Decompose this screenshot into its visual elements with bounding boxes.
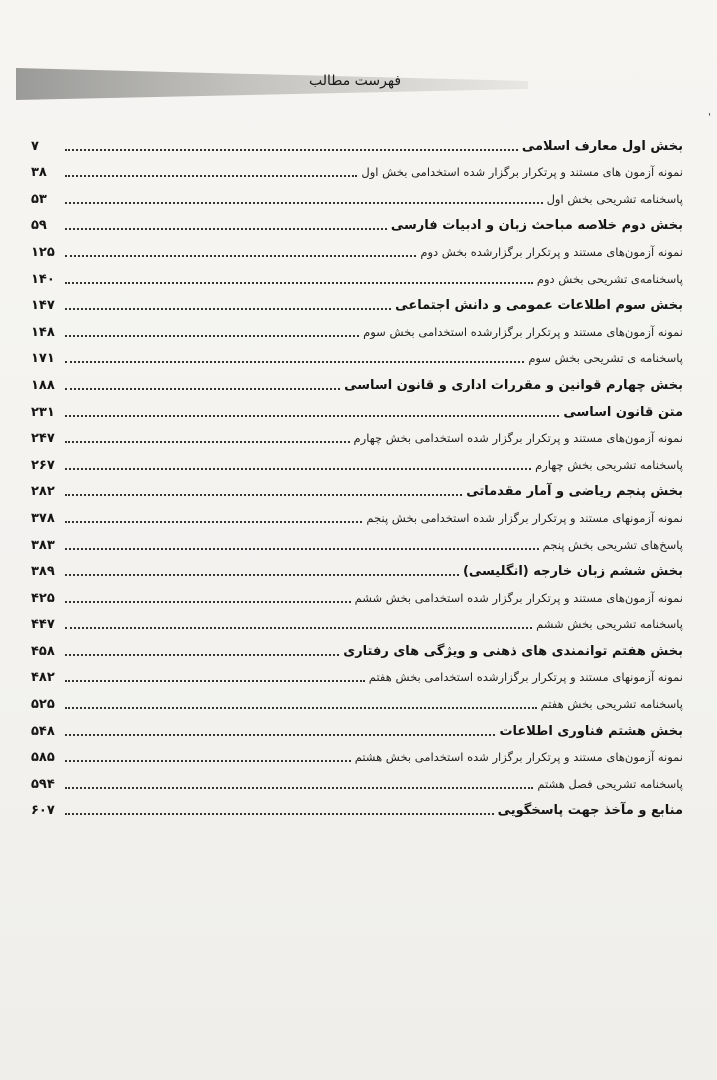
toc-entry[interactable] (31, 715, 683, 742)
toc-dot-leader (65, 388, 340, 390)
toc-entry[interactable] (31, 263, 683, 290)
toc-entry-title: بخش سوم اطلاعات عمومی و دانش اجتماعی (395, 298, 683, 314)
toc-entry[interactable] (31, 130, 683, 157)
toc-entry-title: نمونه آزمون‌های مستند و پرتکرار برگزار شده استخدامی بخش هشتم (354, 750, 683, 765)
toc-dot-leader (65, 574, 459, 576)
toc-entry-title: پاسخنامه تشریحی بخش اول (546, 191, 683, 206)
toc-entry[interactable] (31, 423, 683, 450)
toc-dot-leader (65, 361, 524, 363)
toc-entry-page-number: ۵۹ (31, 218, 47, 234)
toc-entry-title: منابع و مآخذ جهت پاسخگویی (497, 803, 683, 819)
toc-entry-page-number: ۳۸۳ (31, 537, 55, 553)
toc-dot-leader (65, 521, 362, 523)
toc-dot-leader (65, 228, 387, 230)
toc-entry-page-number: ۲۸۲ (31, 484, 55, 500)
toc-entry-page-number: ۵۴۸ (31, 723, 55, 739)
toc-entry-page-number: ۵۹۴ (31, 776, 55, 792)
toc-entry[interactable] (31, 369, 683, 396)
toc-entry-page-number: ۴۵۸ (31, 643, 55, 659)
toc-entry[interactable] (31, 316, 683, 343)
toc-entry-title: بخش چهارم قوانین و مقررات اداری و قانون اساسی (344, 377, 683, 393)
toc-entry-title: بخش اول معارف اسلامی (521, 138, 683, 154)
toc-dot-leader (65, 601, 351, 603)
toc-entry[interactable] (31, 476, 683, 503)
toc-entry-page-number: ۳۷۸ (31, 510, 55, 526)
toc-entry[interactable] (31, 502, 683, 529)
toc-dot-leader (65, 654, 339, 656)
toc-entry-page-number: ۴۲۵ (31, 590, 55, 606)
toc-entry-page-number: ۱۴۰ (31, 271, 55, 287)
toc-entry-page-number: ۳۸ (31, 165, 47, 181)
header-banner (16, 68, 528, 100)
toc-entry-title: نمونه آزمون‌های مستند و پرتکرار برگزار شده استخدامی بخش چهارم (353, 431, 683, 446)
toc-dot-leader (65, 255, 416, 257)
toc-entry-title: نمونه آزمون‌های مستند و پرتکرار برگزارشده استخدامی بخش سوم (363, 324, 683, 339)
toc-entry[interactable] (31, 688, 683, 715)
toc-dot-leader (65, 202, 543, 204)
toc-entry[interactable] (31, 768, 683, 795)
toc-entry-page-number: ۵۲۵ (31, 697, 55, 713)
toc-entry[interactable] (31, 343, 683, 370)
toc-entry[interactable] (31, 396, 683, 423)
toc-entry-page-number: ۴۸۲ (31, 670, 55, 686)
toc-entry-title: پاسخ‌های تشریحی بخش پنجم (542, 537, 683, 552)
toc-entry-page-number: ۱۷۱ (31, 351, 55, 367)
toc-entry-title: بخش پنجم ریاضی و آمار مقدماتی (466, 484, 683, 500)
table-of-contents (31, 130, 683, 821)
toc-entry-page-number: ۲۶۷ (31, 457, 55, 473)
toc-entry-page-number: ۱۴۷ (31, 298, 55, 314)
toc-dot-leader (65, 415, 559, 417)
toc-entry[interactable] (31, 742, 683, 769)
toc-entry-page-number: ۵۸۵ (31, 750, 55, 766)
toc-entry-title: بخش ششم زبان خارجه (انگلیسی) (462, 564, 683, 580)
toc-entry-title: نمونه آزمون های مستند و پرتکرار برگزار شده استخدامی بخش اول (361, 165, 683, 180)
toc-entry[interactable] (31, 290, 683, 317)
toc-dot-leader (65, 680, 365, 682)
toc-dot-leader (65, 335, 359, 337)
toc-entry[interactable] (31, 582, 683, 609)
toc-entry-page-number: ۳۸۹ (31, 564, 55, 580)
toc-entry[interactable] (31, 210, 683, 237)
toc-entry-page-number: ۱۲۵ (31, 244, 55, 260)
toc-dot-leader (65, 308, 391, 310)
toc-dot-leader (65, 787, 533, 789)
toc-dot-leader (65, 627, 532, 629)
toc-dot-leader (65, 760, 351, 762)
toc-entry[interactable] (31, 183, 683, 210)
toc-entry-title: پاسخنامه تشریحی فصل هشتم (537, 776, 683, 791)
toc-dot-leader (65, 548, 539, 550)
toc-entry-title: پاسخنامه ی تشریحی بخش سوم (528, 351, 683, 366)
toc-entry-page-number: ۵۳ (31, 191, 47, 207)
toc-entry[interactable] (31, 529, 683, 556)
toc-entry-title: متن قانون اساسی (563, 404, 683, 420)
toc-entry-page-number: ۲۴۷ (31, 431, 55, 447)
toc-dot-leader (65, 149, 518, 151)
toc-entry-title: بخش دوم خلاصه مباحث زبان و ادبیات فارسی (390, 218, 683, 234)
toc-dot-leader (65, 494, 462, 496)
toc-entry[interactable] (31, 609, 683, 636)
toc-entry[interactable] (31, 556, 683, 583)
toc-entry-title: بخش هشتم فناوری اطلاعات (499, 723, 683, 739)
toc-dot-leader (65, 441, 350, 443)
toc-entry-title: نمونه آزمونهای مستند و پرتکرار برگزار شده استخدامی بخش پنجم (366, 510, 683, 525)
toc-entry-title: پاسخنامه تشریحی بخش چهارم (535, 457, 683, 472)
toc-entry-title: پاسخنامه تشریحی بخش ششم (536, 617, 683, 632)
toc-entry[interactable] (31, 795, 683, 822)
toc-entry-page-number: ۱۴۸ (31, 324, 55, 340)
toc-dot-leader (65, 813, 494, 815)
toc-entry-page-number: ۱۸۸ (31, 377, 55, 393)
toc-entry-page-number: ۶۰۷ (31, 803, 55, 819)
header-banner-shape (16, 68, 528, 100)
page-title: فهرست مطالب (308, 73, 402, 89)
toc-entry-title: نمونه آزمون‌های مستند و پرتکرار برگزار شده استخدامی بخش ششم (354, 590, 683, 605)
toc-dot-leader (65, 734, 495, 736)
toc-dot-leader (65, 707, 537, 709)
toc-dot-leader (65, 175, 357, 177)
toc-entry-title: نمونه آزمونهای مستند و پرتکرار برگزارشده استخدامی بخش هفتم (368, 670, 683, 685)
toc-entry[interactable] (31, 157, 683, 184)
toc-entry-page-number: ۲۳۱ (31, 404, 55, 420)
toc-entry[interactable] (31, 449, 683, 476)
toc-entry[interactable] (31, 662, 683, 689)
corner-mark: ' (708, 112, 711, 123)
toc-entry-title: نمونه آزمون‌های مستند و پرتکرار برگزارشده بخش دوم (420, 244, 683, 259)
toc-dot-leader (65, 468, 531, 470)
toc-entry-page-number: ۷ (31, 138, 39, 154)
toc-entry-title: پاسخنامه‌ی تشریحی بخش دوم (536, 271, 683, 286)
toc-entry-page-number: ۴۴۷ (31, 617, 55, 633)
toc-entry-title: بخش هفتم توانمندی های ذهنی و ویژگی های رفتاری (343, 643, 683, 659)
toc-dot-leader (65, 282, 533, 284)
toc-entry[interactable] (31, 236, 683, 263)
toc-entry[interactable] (31, 635, 683, 662)
toc-entry-title: پاسخنامه تشریحی بخش هفتم (540, 697, 683, 712)
